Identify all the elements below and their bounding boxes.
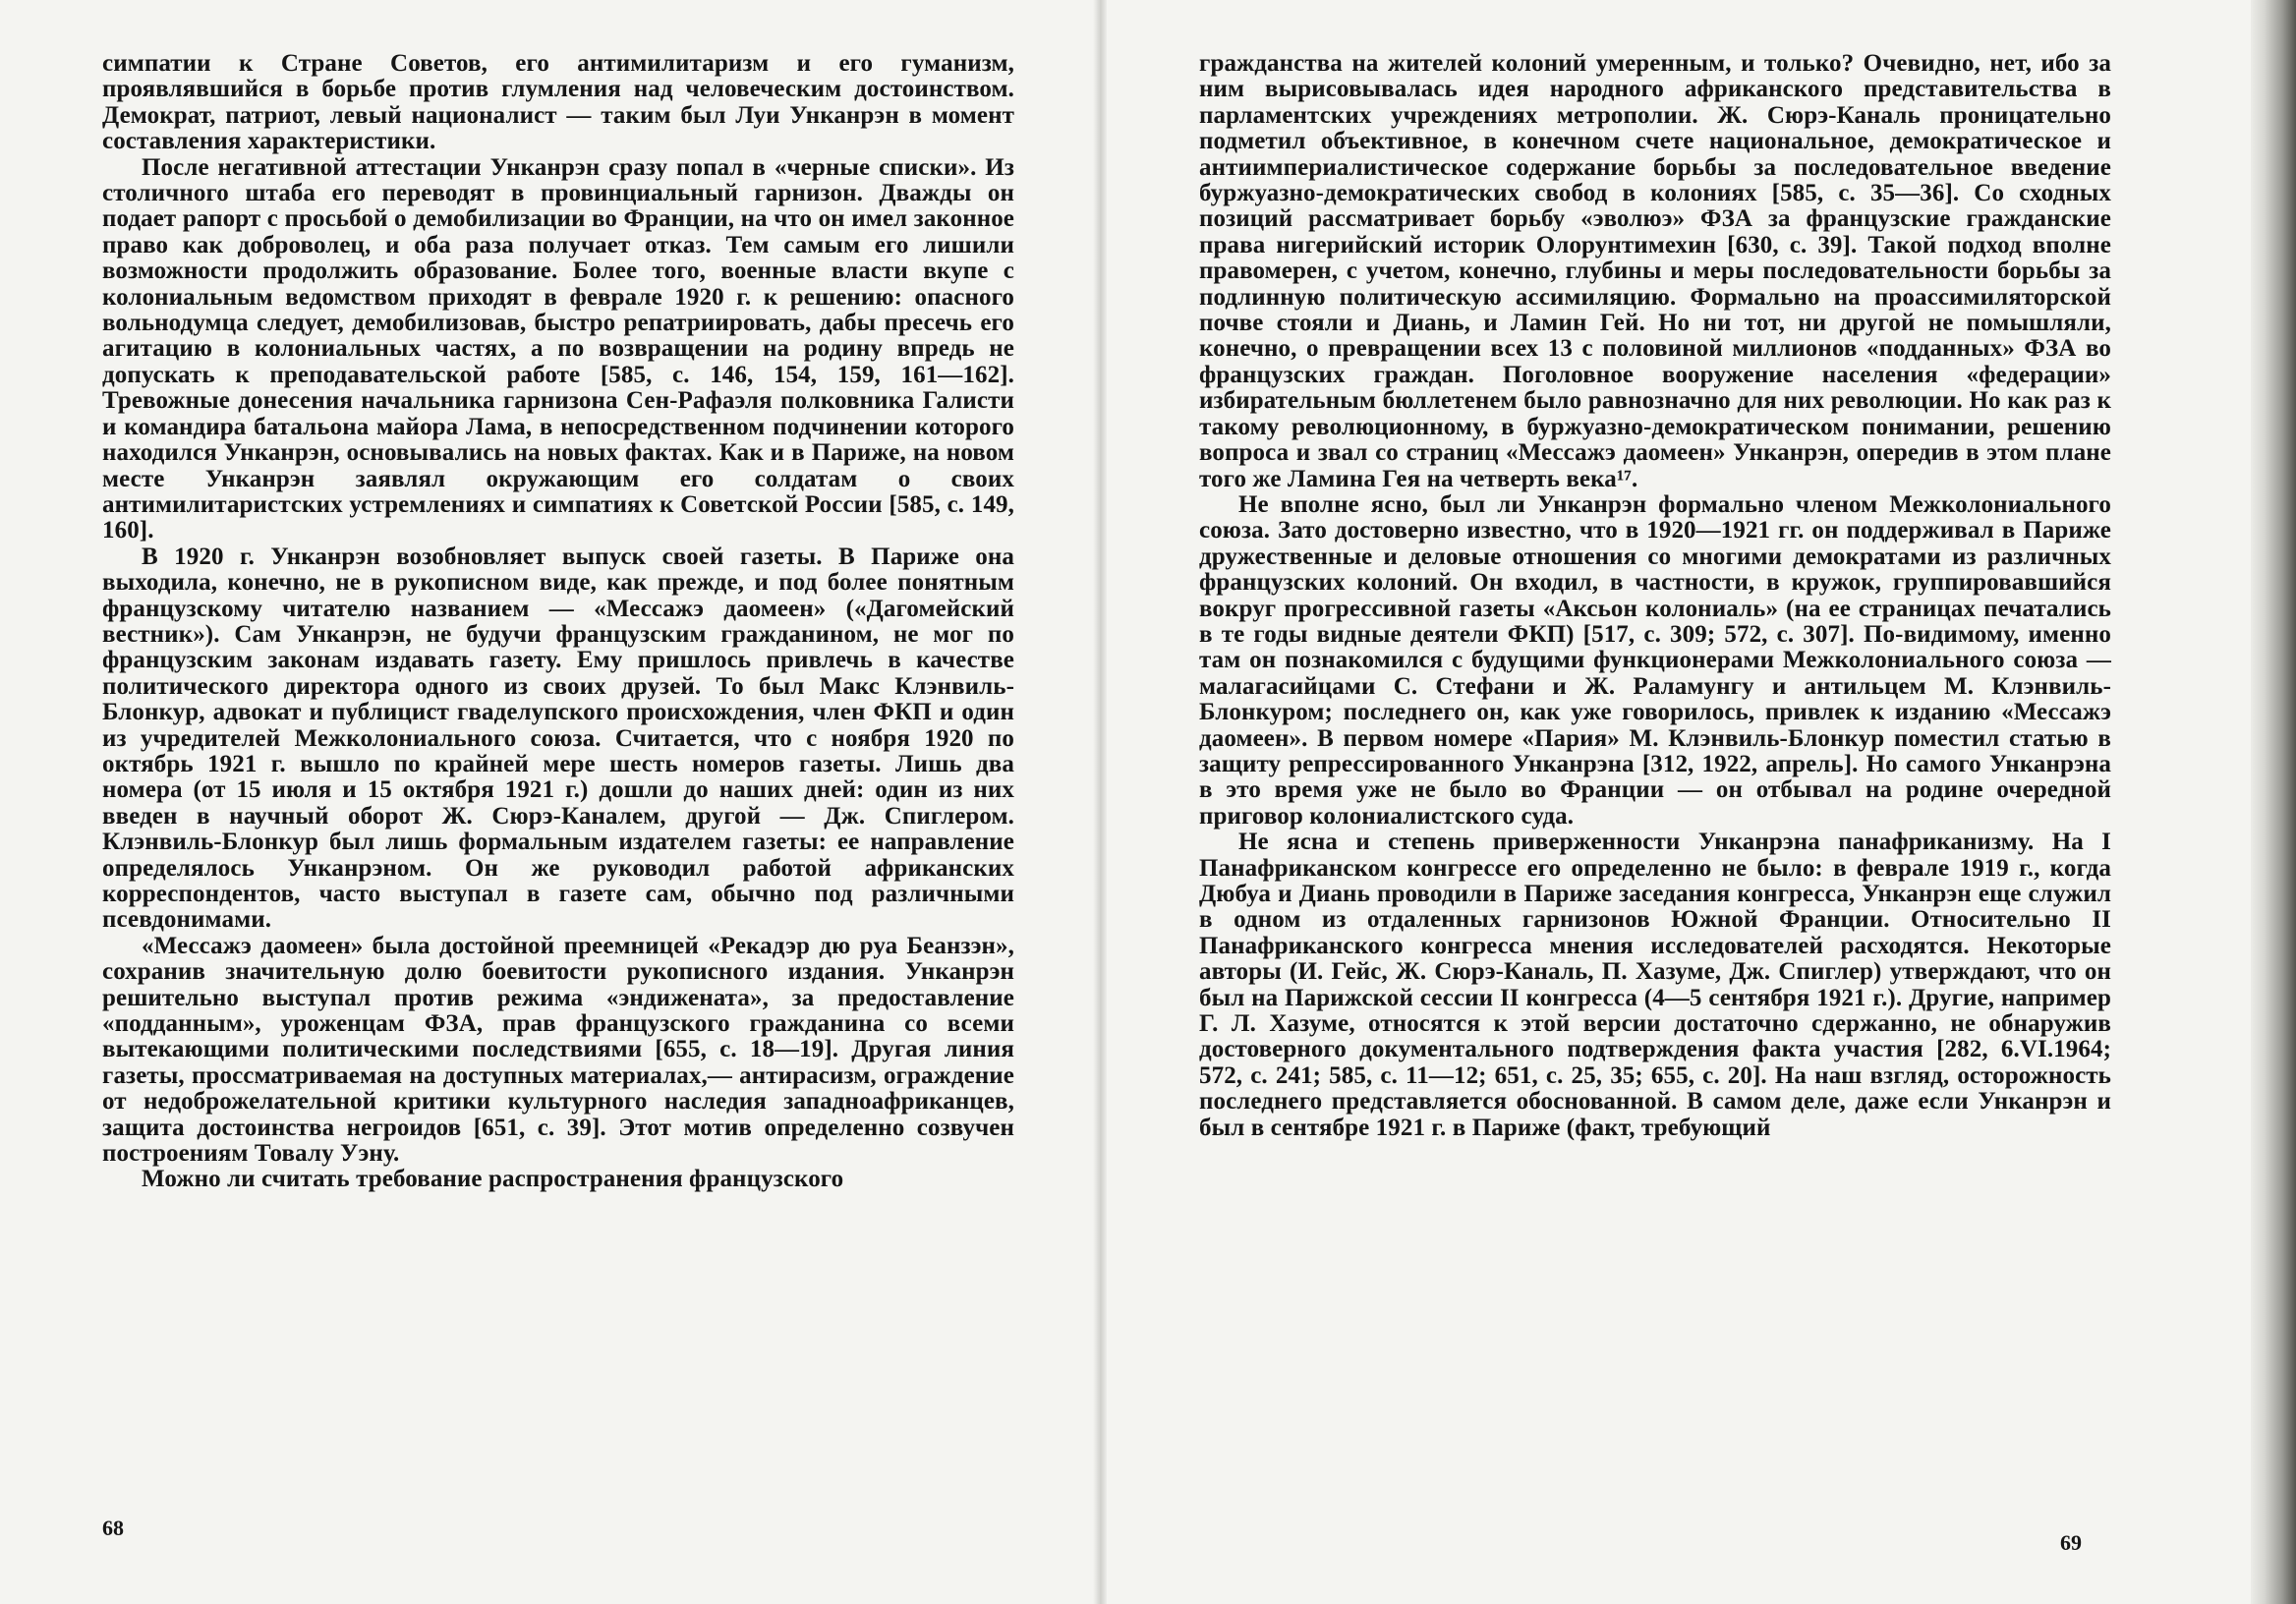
paragraph: Можно ли считать требование распространения французского: [142, 1166, 844, 1193]
page-edge-shadow: [2251, 0, 2296, 1604]
right-page: [1199, 51, 2111, 1141]
paragraph: симпатии к Стране Советов, его антимилитаризм и его гуманизм, проявлявшийся в борьбе против глумления над человеческим достоинством. Демократ, патриот, левый националист — таким был Луи Унканрэн в момент составления характеристики.: [102, 50, 1014, 155]
left-page: [102, 51, 1014, 1193]
page-number-right: 69: [2060, 1530, 2082, 1555]
paragraph: «Мессажэ даомеен» была достойной преемницей «Рекадэр дю руа Беанзэн», сохранив значительную долю боевитости рукописного издания. Унканрэн решительно выступал против режима «эндижената», за предоставление «подданным», уроженцам ФЗА, прав французского гражданина со всеми вытекающими политическими последствиями [655, с. 18—19]. Другая линия газеты, проссматриваемая на доступных материалах,— антирасизм, ограждение от недоброжелательной критики культурного наследия западноафриканцев, защита достоинства негроидов [651, с. 39]. Этот мотив определенно созвучен построениям Товалу Уэну.: [102, 932, 1014, 1168]
book-gutter: [1093, 0, 1107, 1604]
paragraph: После негативной аттестации Унканрэн сразу попал в «черные списки». Из столичного штаба его переводят в провинциальный гарнизон. Дважды он подает рапорт с просьбой о демобилизации во Франции, на что он имел законное право как доброволец, и оба раза получает отказ. Тем самым его лишили возможности продолжить образование. Более того, военные власти вкупе с колониальным ведомством приходят в феврале 1920 г. к решению: опасного вольнодумца следует, демобилизовав, быстро репатриировать, дабы пресечь его агитацию в колониальных частях, а по возвращении на родину впредь не допускать к преподавательской работе [585, с. 146, 154, 159, 161—162]. Тревожные донесения начальника гарнизона Сен-Рафаэля полковника Галисти и командира батальона майора Лама, в непосредственном подчинении которого находился Унканрэн, основывались на новых фактах. Как и в Париже, на новом месте Унканрэн заявлял окружающим его солдатам о своих антимилитаристских устремлениях и симпатиях к Советской России [585, с. 149, 160].: [102, 153, 1014, 544]
page-number-left: 68: [102, 1516, 124, 1540]
paragraph: В 1920 г. Унканрэн возобновляет выпуск своей газеты. В Париже она выходила, конечно, не в рукописном виде, как прежде, и под более понятным французскому читателю названием — «Мессажэ даомеен» («Дагомейский вестник»). Сам Унканрэн, не будучи французским гражданином, не мог по французским законам издавать газету. Ему пришлось привлечь в качестве политического директора одного из своих друзей. То был Макс Клэнвиль-Блонкур, адвокат и публицист гваделупского происхождения, член ФКП и один из учредителей Межколониального союза. Считается, что с ноября 1920 по октябрь 1921 г. вышло по крайней мере шесть номеров газеты. Лишь два номера (от 15 июля и 15 октября 1921 г.) дошли до наших дней: один из них введен в научный оборот Ж. Сюрэ-Каналем, другой — Дж. Спиглером. Клэнвиль-Блонкур был лишь формальным издателем газеты: ее направление определялось Унканрэном. Он же руководил работой африканских корреспондентов, часто выступал в газете сам, обычно под различными псевдонимами.: [102, 543, 1014, 934]
paragraph: Не вполне ясно, был ли Унканрэн формально членом Межколониального союза. Зато достоверно известно, что в 1920—1921 гг. он поддерживал в Париже дружественные и деловые отношения со многими демократами из различных французских колоний. Он входил, в частности, в кружок, группировавшийся вокруг прогрессивной газеты «Аксьон колониаль» (на ее страницах печатались в те годы видные деятели ФКП) [517, с. 309; 572, с. 307]. По-видимому, именно там он познакомился с будущими функционерами Межколониального союза — малагасийцами С. Стефани и Ж. Раламунгу и антильцем М. Клэнвиль-Блонкуром; последнего он, как уже говорилось, привлек к изданию «Мессажэ даомеен». В первом номере «Пария» М. Клэнвиль-Блонкур поместил статью в защиту репрессированного Унканрэна [312, 1922, апрель]. Но самого Унканрэна в это время уже не было во Франции — он отбывал на родине очередной приговор колониалистского суда.: [1199, 490, 2111, 830]
paragraph: гражданства на жителей колоний умеренным, и только? Очевидно, нет, ибо за ним вырисовывалась идея народного африканского представительства в парламентских учреждениях метрополии. Ж. Сюрэ-Каналь проницательно подметил объективное, в конечном счете национальное, демократическое и антиимпериалистическое содержание борьбы за последовательное введение буржуазно-демократических свобод в колониях [585, с. 35—36]. Со сходных позиций рассматривает борьбу «эволюэ» ФЗА за французские гражданские права нигерийский историк Олорунтимехин [630, с. 39]. Такой подход вполне правомерен, с учетом, конечно, глубины и меры последовательности борьбы за подлинную политическую ассимиляцию. Формально на проассимиляторской почве стояли и Диань, и Ламин Гей. Но ни тот, ни другой не помышляли, конечно, о превращении всех 13 с половиной миллионов «подданных» ФЗА во французских граждан. Поголовное вооружение населения «федерации» избирательным бюллетенем было равнозначно для них революции. Но как раз к такому революционному, в буржуазно-демократическом понимании, решению вопроса и звал со страниц «Мессажэ даомеен» Унканрэн, опередив в этом плане того же Ламина Гея на четверть века¹⁷.: [1199, 50, 2111, 492]
paragraph: Не ясна и степень приверженности Унканрэна панафриканизму. На I Панафриканском конгрессе его определенно не было: в феврале 1919 г., когда Дюбуа и Диань проводили в Париже заседания конгресса, Унканрэн еще служил в одном из отдаленных гарнизонов Южной Франции. Относительно II Панафриканского конгресса мнения исследователей расходятся. Некоторые авторы (И. Гейс, Ж. Сюрэ-Каналь, П. Хазуме, Дж. Спиглер) утверждают, что он был на Парижской сессии II конгресса (4—5 сентября 1921 г.). Другие, например Г. Л. Хазуме, относятся к этой версии достаточно сдержанно, не обнаружив достоверного документального подтверждения факта участия [282, 6.VI.1964; 572, с. 241; 585, с. 11—12; 651, с. 25, 35; 655, с. 20]. На наш взгляд, осторожность последнего представляется обоснованной. В самом деле, даже если Унканрэн и был в сентябре 1921 г. в Париже (факт, требующий: [1199, 829, 2111, 1141]
